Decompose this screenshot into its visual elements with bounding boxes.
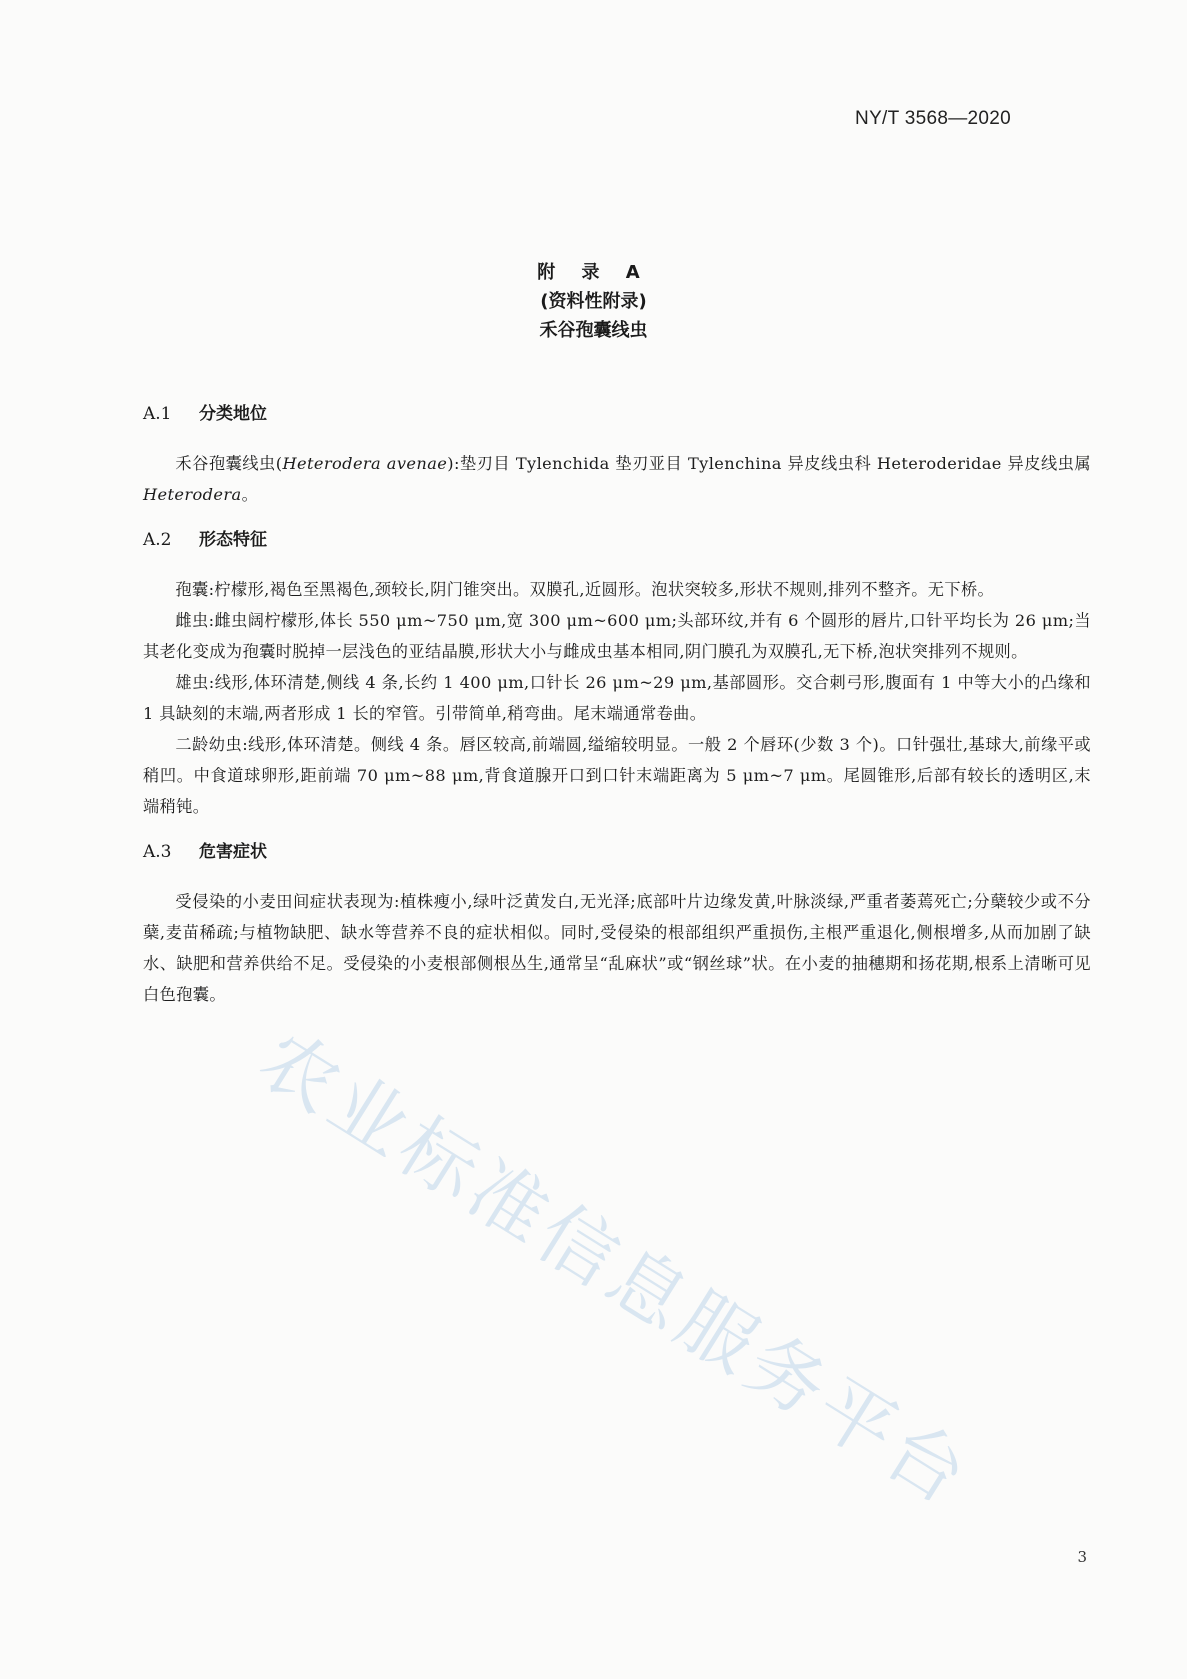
paragraph: 孢囊:柠檬形,褐色至黑褐色,颈较长,阴门锥突出。双膜孔,近圆形。泡状突较多,形状不规则,排列不整齐。无下桥。 [175,580,995,599]
document-body [143,400,1091,1026]
appendix-heading [0,258,1187,345]
section-title: 分类地位 [199,404,267,424]
section-number: A.3 [143,842,172,862]
document-code: NY/T 3568—2020 [855,108,1011,129]
section-a1 [143,400,1091,510]
section-heading [143,400,1091,428]
appendix-name: 禾谷孢囊线虫 [539,320,648,341]
section-a3 [143,838,1091,1010]
paragraph: 二龄幼虫:线形,体环清楚。侧线 4 条。唇区较高,前端圆,缢缩较明显。一般 2 个唇环(少数 3 个)。口针强壮,基球大,前缘平或稍凹。中食道球卵形,距前端 70 μm~88 μm,背食道腺开口到口针末端距离为 5 μm~7 μm。尾圆锥形,后部有较长的透明区,末端稍钝。 [143,735,1091,816]
latin-name: Heterodera [143,485,242,504]
section-title: 危害症状 [199,842,267,862]
paragraph: 雌虫:雌虫阔柠檬形,体长 550 μm~750 μm,宽 300 μm~600 μm;头部环纹,并有 6 个圆形的唇片,口针平均长为 26 μm;当其老化变成为孢囊时脱掉一层浅色的亚结晶膜,形状大小与雌成虫基本相同,阴门膜孔为双膜孔,无下桥,泡状突排列不规则。 [143,611,1091,661]
section-number: A.1 [143,404,172,424]
paragraph: 雄虫:线形,体环清楚,侧线 4 条,长约 1 400 μm,口针长 26 μm~29 μm,基部圆形。交合刺弓形,腹面有 1 中等大小的凸缘和 1 具缺刻的末端,两者形成 1 长的窄管。引带简单,稍弯曲。尾末端通常卷曲。 [143,673,1091,723]
page-number: 3 [1077,1548,1087,1566]
section-title: 形态特征 [199,530,267,550]
appendix-subtitle: (资料性附录) [540,291,647,312]
section-heading [143,838,1091,866]
latin-name: Heterodera avenae [282,454,448,473]
text-run: 禾谷孢囊线虫( [175,454,283,473]
appendix-title: 附 录 A [537,262,650,283]
watermark: 农业标准信息服务平台 [244,1013,987,1524]
section-heading [143,526,1091,554]
section-number: A.2 [143,530,172,550]
text-run: ):垫刃目 Tylenchida 垫刃亚目 Tylenchina 异皮线虫科 Heteroderidae 异皮线虫属 [447,454,1091,473]
paragraph: 受侵染的小麦田间症状表现为:植株瘦小,绿叶泛黄发白,无光泽;底部叶片边缘发黄,叶脉淡绿,严重者萎蔫死亡;分蘖较少或不分蘖,麦苗稀疏;与植物缺肥、缺水等营养不良的症状相似。同时,受侵染的根部组织严重损伤,主根严重退化,侧根增多,从而加剧了缺水、缺肥和营养供给不足。受侵染的小麦根部侧根丛生,通常呈“乱麻状”或“钢丝球”状。在小麦的抽穗期和扬花期,根系上清晰可见白色孢囊。 [143,892,1091,1004]
text-run: 。 [241,485,259,504]
paragraph [143,448,1091,510]
section-a2 [143,526,1091,822]
